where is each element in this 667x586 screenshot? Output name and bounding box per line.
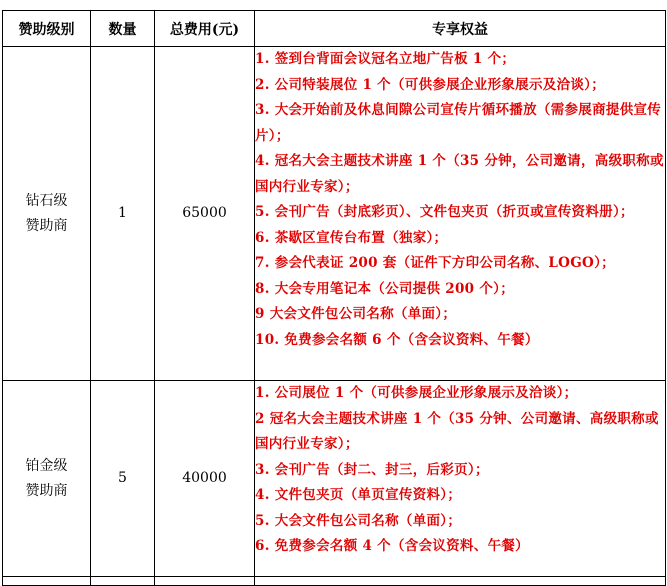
level-name: 铂金级 <box>25 457 68 474</box>
benefit-item: 3. 大会开始前及休息间隙公司宣传片循环播放（需参展商提供宣传片）； <box>255 102 662 144</box>
empty-cell <box>255 577 666 586</box>
benefit-item: 6. 茶歇区宣传台布置（独家）； <box>255 229 448 246</box>
benefit-item: 6. 免费参会名额 4 个（含会议资料、午餐） <box>255 538 529 554</box>
fee-cell: 65000 <box>155 47 255 381</box>
empty-cell <box>3 577 91 586</box>
benefit-item: 1. 签到台背面会议冠名立地广告板 1 个； <box>255 51 516 67</box>
table-row-cut-off <box>3 577 666 586</box>
benefit-item: 1. 公司展位 1 个（可供参展企业形象展示及洽谈）； <box>255 385 578 401</box>
benefits-cell <box>255 381 666 577</box>
sponsorship-table <box>2 10 666 586</box>
table-row-diamond <box>3 47 666 381</box>
quantity-cell: 5 <box>91 381 155 577</box>
level-cell <box>3 47 91 381</box>
level-suffix: 赞助商 <box>25 217 68 234</box>
benefits-cell <box>255 47 666 381</box>
level-name: 钻石级 <box>25 192 68 209</box>
benefit-item: 8. 大会专用笔记本（公司提供 200 个）； <box>255 280 515 297</box>
benefit-item: 3. 会刊广告（封二、封三，后彩页）； <box>255 461 489 478</box>
header-row <box>3 11 666 47</box>
empty-cell <box>155 577 255 586</box>
benefit-item: 2 冠名大会主题技术讲座 1 个（35 分钟、公司邀请、高级职称或国内行业专家）； <box>255 410 659 452</box>
benefit-item: 5. 大会文件包公司名称（单面）； <box>255 512 462 529</box>
fee-cell: 40000 <box>155 381 255 577</box>
benefit-item: 4. 冠名大会主题技术讲座 1 个（35 分钟，公司邀请，高级职称或国内行业专家）； <box>255 153 664 195</box>
benefit-item: 4. 文件包夹页（单页宣传资料）； <box>255 487 462 503</box>
benefit-item: 10. 免费参会名额 6 个（含会议资料、午餐） <box>255 331 539 348</box>
header-quantity: 数量 <box>91 11 155 47</box>
benefit-item: 2. 公司特装展位 1 个（可供参展企业形象展示及洽谈）； <box>255 76 606 93</box>
header-level: 赞助级别 <box>3 11 91 47</box>
header-total-fee: 总费用(元) <box>155 11 255 47</box>
table-row-platinum <box>3 381 666 577</box>
benefit-item: 5. 会刊广告（封底彩页）、文件包夹页（折页或宣传资料册）； <box>255 204 634 220</box>
level-suffix: 赞助商 <box>25 482 68 499</box>
empty-cell <box>91 577 155 586</box>
level-cell <box>3 381 91 577</box>
quantity-cell: 1 <box>91 47 155 381</box>
benefit-item: 9 大会文件包公司名称（单面）； <box>255 306 457 322</box>
header-benefits: 专享权益 <box>255 11 666 47</box>
benefit-item: 7. 参会代表证 200 套（证件下方印公司名称、LOGO）； <box>255 255 615 271</box>
